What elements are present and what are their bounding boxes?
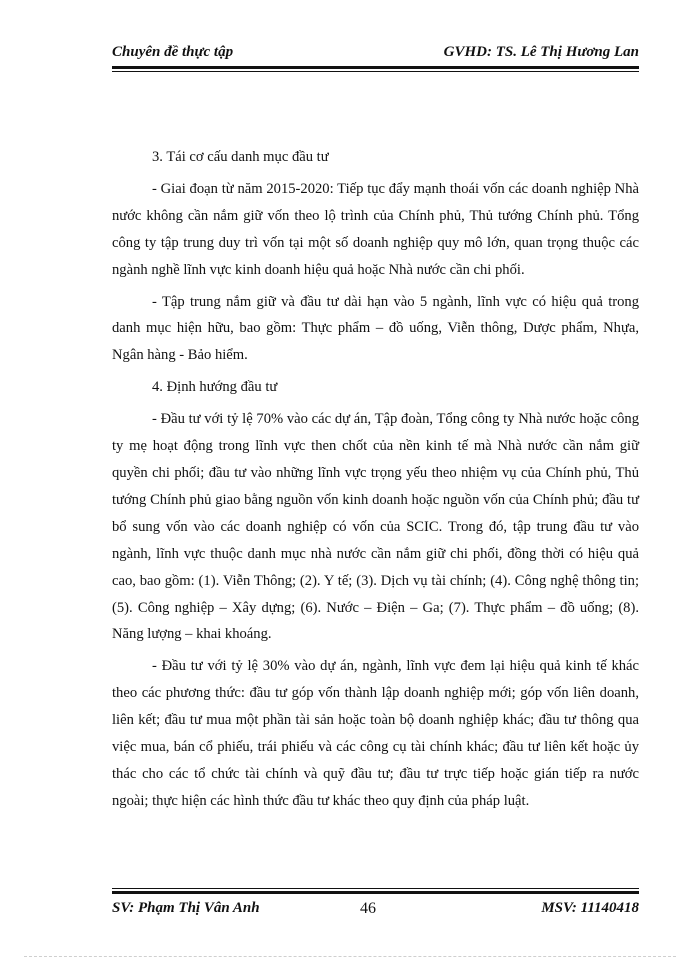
footer-rule [112, 891, 639, 894]
header-rule [112, 66, 639, 69]
section-heading-4: 4. Định hướng đầu tư [152, 379, 278, 396]
section-heading-3: 3. Tái cơ cấu danh mục đầu tư [152, 149, 329, 165]
paragraph-five-sectors: - Tập trung nắm giữ và đầu tư dài hạn vào 5 ngành, lĩnh vực có hiệu quả trong danh mục hiện hữu, bao gồm: Thực phẩm – đồ uống, Viễn thông, Dược phẩm, Nhựa, Ngân hàng - Bảo hiểm. [112, 293, 639, 364]
paragraph-divestment: - Giai đoạn từ năm 2015-2020: Tiếp tục đẩy mạnh thoái vốn các doanh nghiệp Nhà nước không cần nắm giữ vốn theo lộ trình của Chính phủ, Thủ tướng Chính phủ. Tổng công ty tập trung duy trì vốn tại một số doanh nghiệp quy mô lớn, quan trọng thuộc các ngành nghề lĩnh vực kinh doanh hiệu quả hoặc Nhà nước cần chi phối. [112, 180, 639, 278]
footer-student-name: SV: Phạm Thị Vân Anh [112, 900, 260, 916]
page-edge-divider [24, 956, 676, 957]
page-body [112, 144, 639, 820]
header-rule-thin [112, 71, 639, 72]
footer-student-id: MSV: 11140418 [541, 900, 639, 916]
footer-rule-thin [112, 888, 639, 889]
header-course-title: Chuyên đề thực tập [112, 44, 234, 60]
page-footer [112, 900, 639, 922]
paragraph-70-percent: - Đầu tư với tỷ lệ 70% vào các dự án, Tập đoàn, Tổng công ty Nhà nước hoặc công ty mẹ hoạt động trong lĩnh vực then chốt của nền kinh tế mà Nhà nước cần nắm giữ quyền chi phối; đầu tư vào những lĩnh vực trọng yếu theo nhiệm vụ của Chính phủ, Thủ tướng Chính phủ giao bằng nguồn vốn kinh doanh hoặc nguồn vốn của Chính phủ; đầu tư bổ sung vốn vào các doanh nghiệp có vốn của SCIC. Trong đó, tập trung đầu tư vào ngành, lĩnh vực thuộc danh mục nhà nước cần nắm giữ chi phối, đồng thời có hiệu quả cao, bao gồm: (1). Viễn Thông; (2). Y tế; (3). Dịch vụ tài chính; (4). Công nghệ thông tin; (5). Công nghiệp – Xây dựng; (6). Nước – Điện – Ga; (7). Thực phẩm – đồ uống; (8). Năng lượng – khai khoáng. [112, 411, 639, 643]
page-number: 46 [360, 900, 376, 917]
header-supervisor: GVHD: TS. Lê Thị Hương Lan [443, 44, 639, 60]
paragraph-30-percent: - Đầu tư với tỷ lệ 30% vào dự án, ngành, lĩnh vực đem lại hiệu quả kinh tế khác theo các phương thức: đầu tư góp vốn thành lập doanh nghiệp mới; góp vốn liên doanh, liên kết; đầu tư mua một phần tài sản hoặc toàn bộ doanh nghiệp khác; đầu tư thông qua việc mua, bán cổ phiếu, trái phiếu và các công cụ tài chính khác; đầu tư liên kết hoặc ủy thác cho các tổ chức tài chính và quỹ đầu tư; đầu tư trực tiếp hoặc gián tiếp ra nước ngoài; thực hiện các hình thức đầu tư khác theo quy định của pháp luật. [112, 658, 639, 809]
page-header [112, 44, 639, 66]
